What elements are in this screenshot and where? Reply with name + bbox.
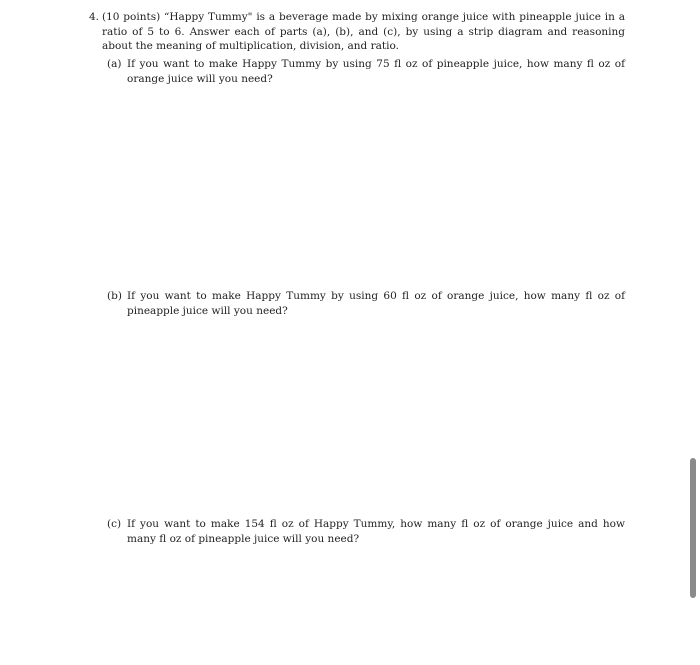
problem-stem: (10 points) “Happy Tummy" is a beverage made by mixing orange juice with pineapple juice in a ratio of 5 to 6. Answer each of parts (a), (b), and (c), by using a strip diagram and reasoning about the meaning of multiplication, division, and ratio. [102,11,625,52]
problem-number: 4. [89,11,100,23]
part-a [107,57,625,86]
part-b-text: If you want to make Happy Tummy by using 60 fl oz of orange juice, how many fl oz of pineapple juice will you need? [127,290,625,317]
problem-4 [89,10,625,54]
part-c-label: (c) [107,518,122,530]
part-a-text: If you want to make Happy Tummy by using 75 fl oz of pineapple juice, how many fl oz of orange juice will you need? [127,58,625,85]
vertical-scrollbar[interactable] [690,458,696,598]
part-b [107,289,625,318]
part-a-label: (a) [107,58,122,70]
part-c [107,517,625,546]
part-b-label: (b) [107,290,122,302]
part-c-text: If you want to make 154 fl oz of Happy Tummy, how many fl oz of orange juice and how many fl oz of pineapple juice will you need? [127,518,625,545]
